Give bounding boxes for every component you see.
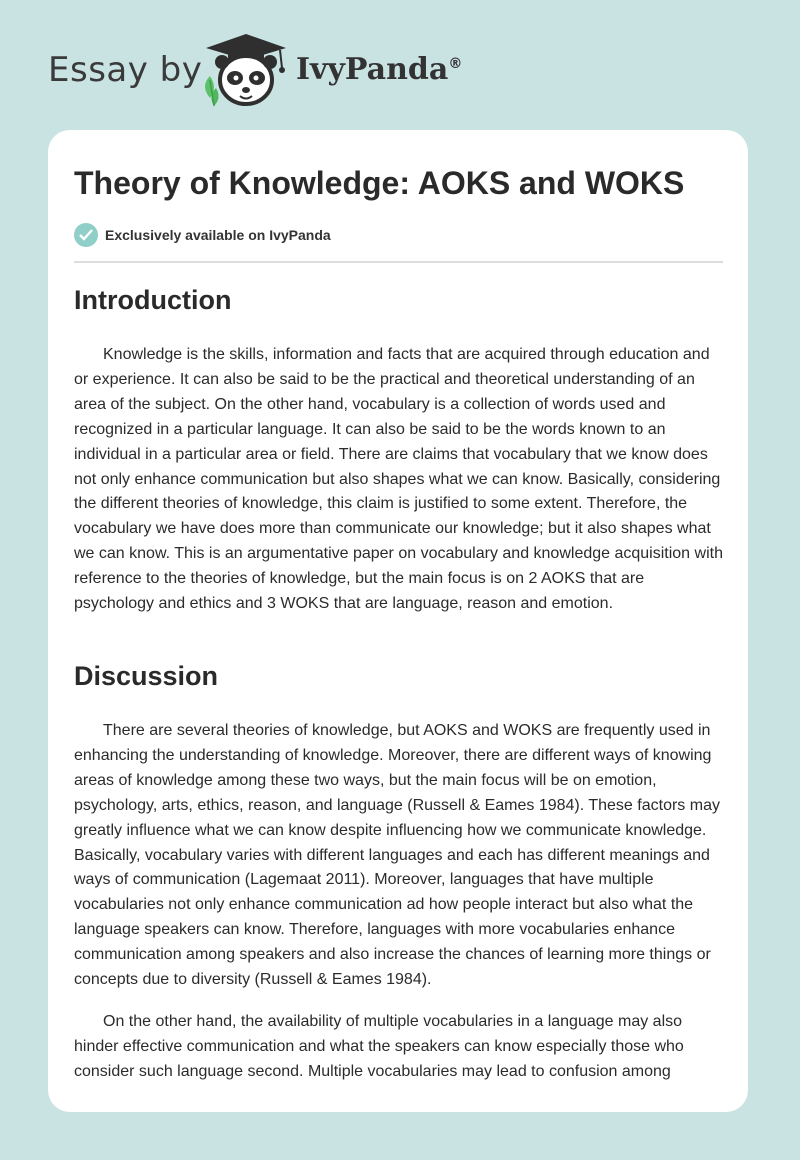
section-heading-discussion: Discussion [74, 661, 219, 691]
page-title: Theory of Knowledge: AOKS and WOKS [74, 165, 685, 201]
check-icon [74, 223, 98, 247]
registered-mark: ® [448, 56, 463, 72]
exclusive-badge-text: Exclusively available on IvyPanda [105, 227, 331, 243]
brand-text: IvyPanda [296, 52, 449, 87]
brand-name[interactable] [296, 52, 462, 87]
divider [74, 261, 723, 263]
paragraph: On the other hand, the availability of multiple vocabularies in a language may also hinder effective communication and what the speakers can know especially those who consider such language second. Multiple vocabularies may lead to confusion among [74, 1013, 684, 1080]
panda-logo-icon[interactable] [198, 30, 294, 110]
site-header [0, 0, 800, 130]
exclusive-badge [74, 222, 331, 248]
section-heading-introduction: Introduction [74, 285, 232, 315]
essay-by-label: Essay by [48, 50, 203, 90]
essay-card [48, 130, 748, 1112]
paragraph: There are several theories of knowledge, but AOKS and WOKS are frequently used in enhancing the understanding of knowledge. Moreover, there are different ways of knowing areas of knowledge among these two ways, but the main focus will be on emotion, psychology, arts, ethics, reason, and language (Russell & Eames 1984). These factors may greatly influence what we can know despite influencing how we communicate knowledge. Basically, vocabulary varies with different languages and each has different meanings and ways of communication (Lagemaat 2011). Moreover, languages that have multiple vocabularies not only enhance communication ad how people interact but also what the language speakers can know. Therefore, languages with more vocabularies enhance communication among speakers and also increase the chances of learning more things or concepts due to diversity (Russell & Eames 1984). [74, 722, 720, 989]
paragraph: Knowledge is the skills, information and facts that are acquired through education and or experience. It can also be said to be the practical and theoretical understanding of an area of the subject. On the other hand, vocabulary is a collection of words used and recognized in a particular language. It can also be said to be the words known to an individual in a particular area or field. There are claims that vocabulary that we know does not only enhance communication but also shapes what we can know. Basically, considering the different theories of knowledge, this claim is justified to some extent. Therefore, the vocabulary we have does more than communicate our knowledge; but it also shapes what we can know. This is an argumentative paper on vocabulary and knowledge acquisition with reference to the theories of knowledge, but the main focus is on 2 AOKS that are psychology and ethics and 3 WOKS that are language, reason and emotion. [74, 346, 723, 613]
